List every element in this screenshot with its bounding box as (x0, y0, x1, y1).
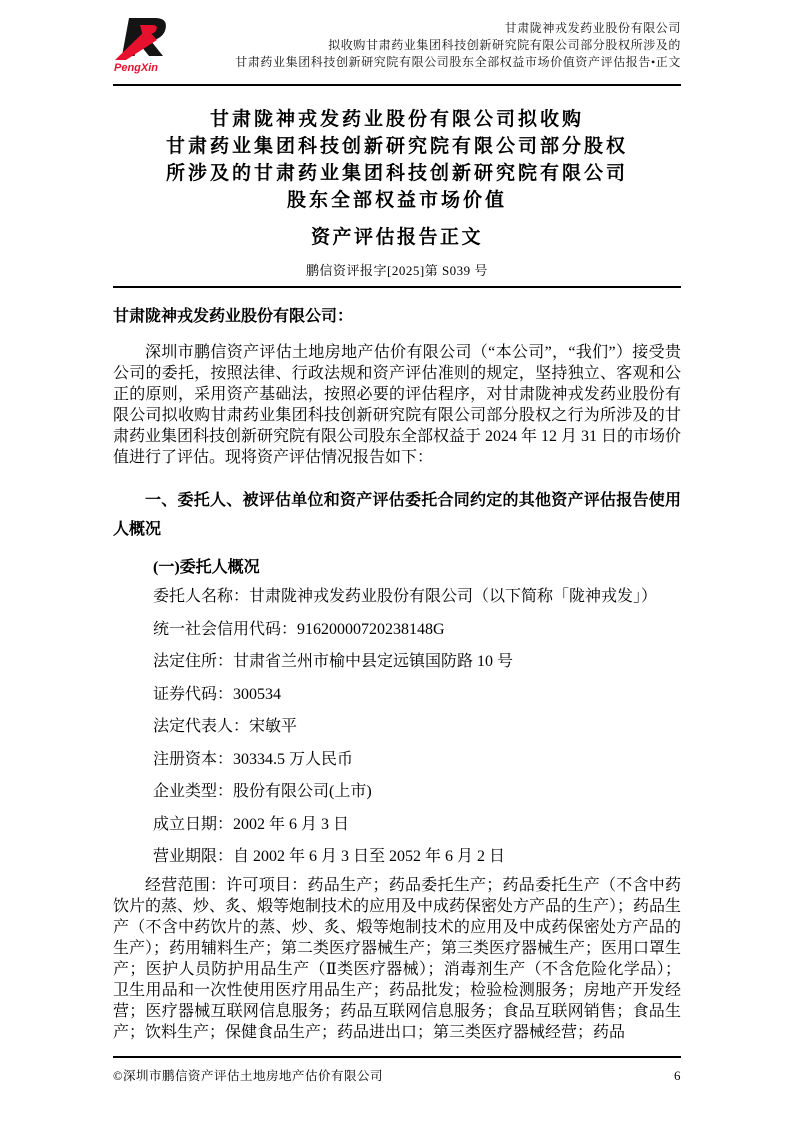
header-line-3: 甘肃药业集团科技创新研究院有限公司股东全部权益市场价值资产评估报告•正文 (235, 55, 681, 69)
subsection-heading: (一)委托人概况 (153, 559, 260, 576)
footer-copyright: ©深圳市鹏信资产评估土地房地产估价有限公司 (113, 1069, 383, 1083)
client-item-company-type: 企业类型：股份有限公司(上市) (153, 783, 372, 800)
document-body (113, 306, 681, 1043)
page-footer (113, 1066, 681, 1084)
title-rule (113, 286, 681, 288)
logo-brand-text: PengXin (114, 62, 159, 74)
client-item-name: 委托人名称：甘肃陇神戎发药业股份有限公司（以下简称「陇神戎发」） (153, 588, 658, 605)
title-line-3: 所涉及的甘肃药业集团科技创新研究院有限公司 (165, 163, 628, 184)
pengxin-logo (113, 16, 177, 74)
title-line-2: 甘肃药业集团科技创新研究院有限公司部分股权 (165, 136, 628, 157)
title-line-1: 甘肃陇神戎发药业股份有限公司拟收购 (209, 109, 584, 130)
section-heading: 一、委托人、被评估单位和资产评估委托合同约定的其他资产评估报告使用人概况 (113, 492, 681, 538)
client-item-registered-capital: 注册资本：30334.5 万人民币 (153, 750, 354, 768)
report-number: 鹏信资评报字[2025]第 S039 号 (306, 263, 488, 278)
client-info-list (113, 581, 681, 874)
business-scope-paragraph: 经营范围：许可项目：药品生产；药品委托生产；药品委托生产（不含中药饮片的蒸、炒、炙、煅等炮制技术的应用及中成药保密处方产品的生产）；药品生产（不含中药饮片的蒸、炒、炙、煅等炮制技术的应用及中成药保密处方产品的生产）；药用辅料生产；第二类医疗器械生产；第三类医疗器械生产；医用口罩生产；医护人员防护用品生产（Ⅱ类医疗器械）；消毒剂生产（不含危险化学品）；卫生用品和一次性使用医疗用品生产；药品批发；检验检测服务；房地产开发经营；医疗器械互联网信息服务；药品互联网信息服务；食品互联网销售；食品生产；饮料生产；保健食品生产；药品进出口；第三类医疗器械经营；药品 (113, 876, 682, 1041)
footer-rule (113, 1056, 681, 1058)
intro-paragraph: 深圳市鹏信资产评估土地房地产估价有限公司（“本公司”，“我们”）接受贵公司的委托，按照法律、行政法规和资产评估准则的规定，坚持独立、客观和公正的原则，采用资产基础法，按照必要的评估程序，对甘肃陇神戎发药业股份有限公司拟收购甘肃药业集团科技创新研究院有限公司部分股权之行为所涉及的甘肃药业集团科技创新研究院有限公司股东全部权益于 2024 年 12 月 31 日的市场价值进行了评估。现将资产评估情况报告如下： (113, 344, 682, 466)
header-line-1: 甘肃陇神戎发药业股份有限公司 (504, 21, 681, 35)
salutation: 甘肃陇神戎发药业股份有限公司： (113, 308, 354, 325)
title-block (113, 106, 681, 279)
report-subtitle: 资产评估报告正文 (310, 227, 483, 248)
header-rule (113, 84, 681, 86)
client-item-address: 法定住所：甘肃省兰州市榆中县定远镇国防路 10 号 (153, 653, 514, 670)
page-header (113, 16, 681, 74)
client-item-business-term: 营业期限：自 2002 年 6 月 3 日至 2052 年 6 月 2 日 (153, 848, 506, 865)
header-running-title (235, 16, 681, 71)
page-number: 6 (674, 1068, 681, 1083)
title-line-4: 股东全部权益市场价值 (286, 190, 507, 211)
client-item-founding-date: 成立日期：2002 年 6 月 3 日 (153, 815, 350, 833)
client-item-legal-rep: 法定代表人：宋敏平 (153, 718, 298, 735)
client-item-stock-code: 证券代码：300534 (153, 685, 282, 703)
header-line-2: 拟收购甘肃药业集团科技创新研究院有限公司部分股权所涉及的 (328, 38, 681, 52)
client-item-credit-code: 统一社会信用代码：91620000720238148G (153, 620, 445, 638)
pengxin-logo-icon (113, 16, 177, 74)
